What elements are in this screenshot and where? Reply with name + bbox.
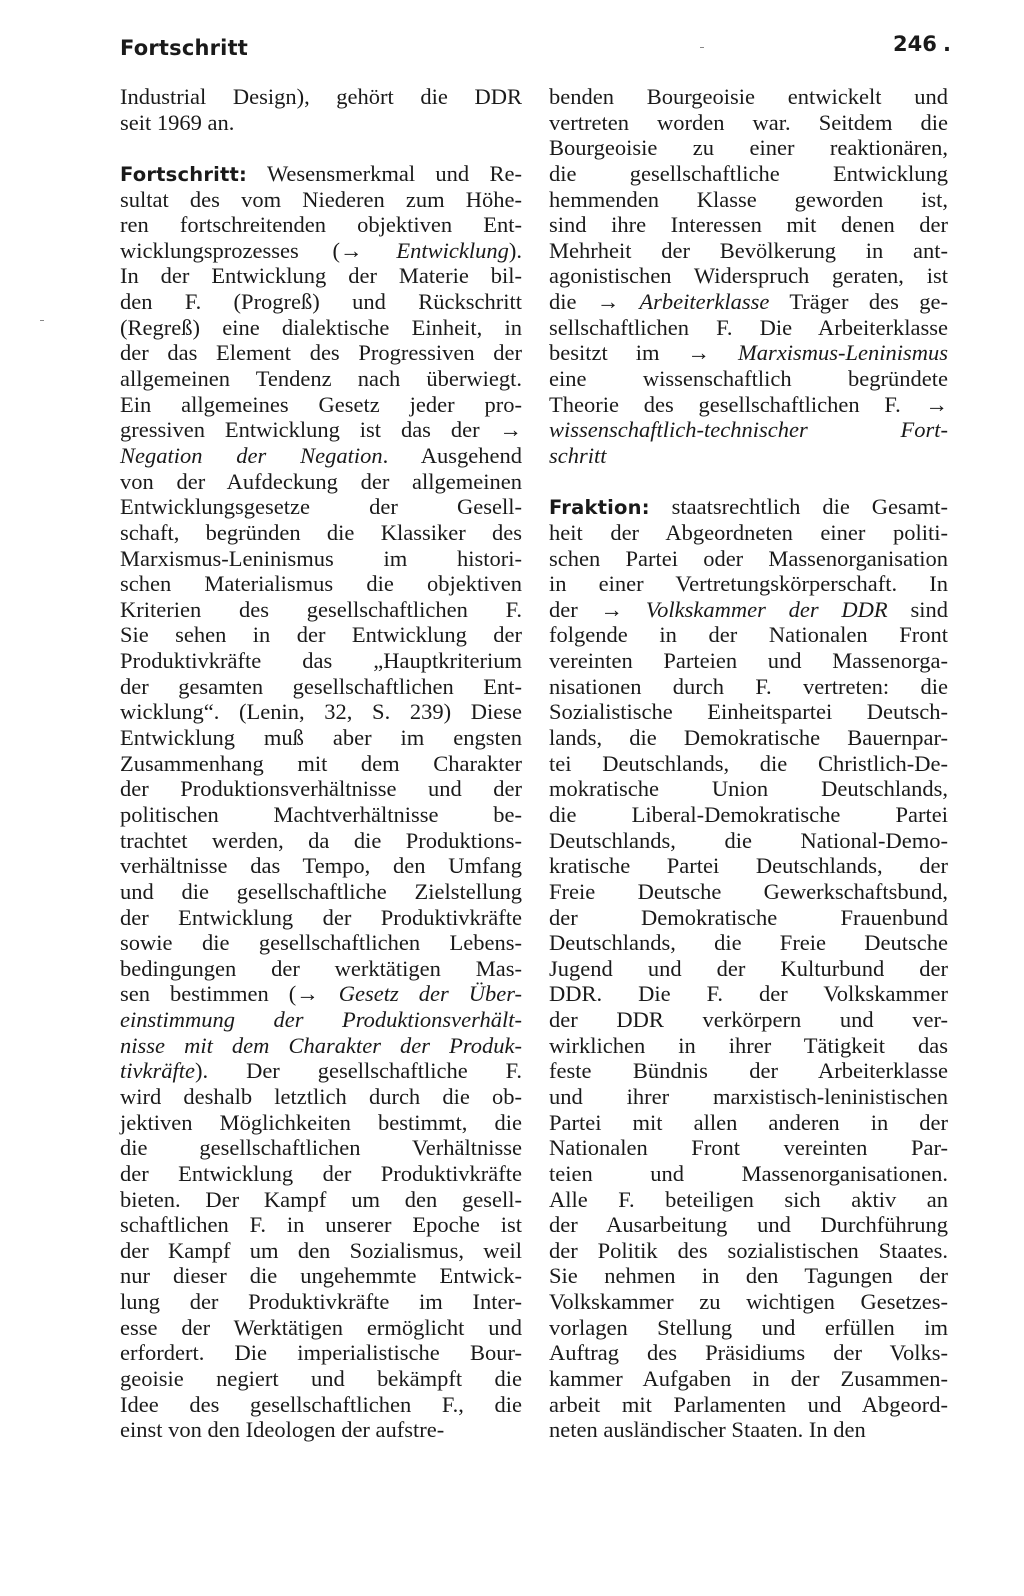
text-run: wird deshalb letztlich durch die ob-	[120, 1083, 522, 1109]
text-line	[549, 1033, 948, 1059]
text-run: In der Entwicklung der Materie bil-	[120, 263, 522, 289]
text-run: ren fortschreitenden objektiven Ent-	[120, 212, 522, 238]
text-run: sen bestimmen (	[120, 981, 297, 1007]
text-line	[549, 1392, 948, 1418]
text-run: Entwicklung muß aber im engsten	[120, 725, 522, 751]
text-run: Freie Deutsche Gewerkschaftsbund,	[549, 878, 948, 904]
text-run: Mehrheit der Bevölkerung in ant-	[549, 237, 948, 263]
text-run: der Entwicklung der Produktivkräfte	[120, 1160, 522, 1186]
text-line	[549, 1110, 948, 1136]
text-line	[549, 956, 948, 982]
text-line	[549, 1058, 948, 1084]
text-line	[549, 674, 948, 700]
text-line	[120, 494, 522, 520]
text-line	[549, 1366, 948, 1392]
text-run: arbeit mit Parlamenten und Abgeord-	[549, 1391, 948, 1417]
text-run: sind ihre Interessen mit denen der	[549, 212, 948, 238]
page-number: 246	[893, 32, 937, 56]
text-line	[549, 520, 948, 546]
text-run: allgemeinen Tendenz nach überwiegt.	[120, 366, 522, 392]
text-run: der DDR verkörpern und ver-	[549, 1007, 948, 1033]
text-line	[549, 802, 948, 828]
text-line	[120, 1084, 522, 1110]
text-line	[120, 1007, 522, 1033]
text-line	[549, 135, 948, 161]
text-run: Zusammenhang mit dem Charakter	[120, 750, 522, 776]
entry-term: Fraktion:	[549, 496, 650, 520]
text-line	[549, 110, 948, 136]
text-run: besitzt im	[549, 340, 688, 366]
text-run: nur dieser die ungehemmte Entwick-	[120, 1263, 522, 1289]
text-run: Sie nehmen in den Tagungen der	[549, 1263, 948, 1289]
text-line	[120, 110, 522, 136]
text-run: Partei mit allen anderen in der	[549, 1109, 948, 1135]
text-run: Industrial Design), gehört die DDR	[120, 84, 522, 109]
text-run: sowie die gesellschaftlichen Lebens-	[120, 930, 522, 956]
text-line	[549, 315, 948, 341]
text-run: Träger des ge-	[769, 289, 948, 315]
text-line	[549, 1212, 948, 1238]
text-line	[549, 546, 948, 572]
text-line	[549, 751, 948, 777]
text-run: gressiven Entwicklung ist das der →	[120, 417, 522, 443]
text-line	[549, 1084, 948, 1110]
text-line	[120, 1340, 522, 1366]
text-run: Nationalen Front vereinten Par-	[549, 1135, 948, 1161]
cross-reference: → Arbeiterklasse	[596, 289, 770, 315]
text-line	[549, 905, 948, 931]
text-run: Produktivkräfte das „Hauptkriterium	[120, 648, 522, 674]
text-run: schaftlichen F. in unserer Epoche ist	[120, 1212, 522, 1238]
text-line	[549, 84, 948, 110]
text-run: und die gesellschaftliche Zielstellung	[120, 878, 522, 904]
text-line	[549, 1315, 948, 1341]
text-line	[549, 263, 948, 289]
text-line	[120, 802, 522, 828]
text-line	[120, 1187, 522, 1213]
text-run: lung der Produktivkräfte im Inter-	[120, 1289, 522, 1315]
text-run: kammer Aufgaben in der Zusammen-	[549, 1366, 948, 1392]
text-run: der Kampf um den Sozialismus, weil	[120, 1237, 522, 1263]
cross-reference: nisse mit dem Charakter der Produk-	[120, 1032, 522, 1058]
text-line	[120, 315, 522, 341]
text-run: verhältnisse das Tempo, den Umfang	[120, 853, 522, 879]
text-line	[120, 956, 522, 982]
text-line	[549, 1161, 948, 1187]
text-run: der Ausarbeitung und Durchführung	[549, 1212, 948, 1238]
text-line	[549, 699, 948, 725]
text-line	[549, 1238, 948, 1264]
text-line	[549, 930, 948, 956]
text-line	[120, 571, 522, 597]
text-line	[120, 622, 522, 648]
text-run: Marxismus-Leninismus im histori-	[120, 545, 522, 571]
text-line	[120, 1110, 522, 1136]
text-line	[120, 1392, 522, 1418]
text-run: vereinten Parteien und Massenorga-	[549, 648, 948, 674]
text-run: eine wissenschaftlich begründete	[549, 366, 948, 392]
text-line	[549, 648, 948, 674]
text-run: Sie sehen in der Entwicklung der	[120, 622, 522, 648]
text-line	[549, 853, 948, 879]
text-line	[549, 725, 948, 751]
text-run: Bourgeoisie zu einer reaktionären,	[549, 135, 948, 161]
text-run: der das Element des Progressiven der	[120, 340, 522, 366]
text-run: folgende in der Nationalen Front	[549, 622, 948, 648]
cross-reference: → Volkskammer der DDR	[600, 596, 888, 622]
text-line	[120, 648, 522, 674]
text-run: politischen Machtverhältnisse be-	[120, 801, 522, 827]
text-line	[120, 1135, 522, 1161]
text-line	[549, 1417, 948, 1443]
text-run: schaft, begründen die Klassiker des	[120, 519, 522, 545]
text-line	[549, 417, 948, 443]
text-line	[549, 622, 948, 648]
text-run: Jugend und der Kulturbund der	[549, 955, 948, 981]
text-line	[120, 1366, 522, 1392]
text-line	[120, 905, 522, 931]
text-line	[549, 1263, 948, 1289]
text-run: heit der Abgeordneten einer politi-	[549, 519, 948, 545]
text-run: Sozialistische Einheitspartei Deutsch-	[549, 699, 948, 725]
text-run: bedingungen der werktätigen Mas-	[120, 955, 522, 981]
text-line	[120, 751, 522, 777]
text-line	[120, 1417, 522, 1443]
text-line	[549, 238, 948, 264]
text-line	[120, 340, 522, 366]
text-line	[549, 571, 948, 597]
text-run: der Entwicklung der Produktivkräfte	[120, 904, 522, 930]
text-line	[549, 289, 948, 315]
text-run: staatsrechtlich die Gesamt-	[649, 494, 948, 520]
paragraph-gap	[120, 135, 522, 161]
text-line	[120, 263, 522, 289]
text-run: wicklung“. (Lenin, 32, S. 239) Diese	[120, 699, 522, 725]
text-run: Auftrag des Präsidiums der Volks-	[549, 1340, 948, 1366]
text-line	[120, 725, 522, 751]
text-line	[120, 1289, 522, 1315]
text-run: Alle F. beteiligen sich aktiv an	[549, 1186, 948, 1212]
text-line	[120, 1212, 522, 1238]
text-run: feste Bündnis der Arbeiterklasse	[549, 1058, 948, 1084]
text-run: jektiven Möglichkeiten bestimmt, die	[120, 1109, 522, 1135]
right-column	[549, 84, 948, 1443]
text-line	[120, 1263, 522, 1289]
text-run: nisationen durch F. vertreten: die	[549, 673, 948, 699]
text-run: Wesensmerkmal und Re-	[247, 160, 522, 186]
text-run: geoisie negiert und bekämpft die	[120, 1366, 522, 1392]
text-line	[120, 699, 522, 725]
text-run: Deutschlands, die Freie Deutsche	[549, 930, 948, 956]
text-run: sellschaftlichen F. Die Arbeiterklasse	[549, 314, 948, 340]
text-run: Deutschlands, die National-Demo-	[549, 827, 948, 853]
text-line	[120, 546, 522, 572]
text-run: der gesamten gesellschaftlichen Ent-	[120, 673, 522, 699]
text-run: bieten. Der Kampf um den gesell-	[120, 1186, 522, 1212]
text-line	[549, 1340, 948, 1366]
text-run: der Politik des sozialistischen Staates.	[549, 1237, 948, 1263]
text-line	[549, 392, 948, 418]
text-run: die	[549, 289, 597, 315]
text-line	[549, 212, 948, 238]
text-line	[120, 443, 522, 469]
text-run: die Liberal-Demokratische Partei	[549, 801, 948, 827]
text-line	[549, 443, 948, 469]
text-run: (Regreß) eine dialektische Einheit, in	[120, 314, 522, 340]
text-line	[120, 366, 522, 392]
text-run: mokratische Union Deutschlands,	[549, 776, 948, 802]
text-run: den F. (Progreß) und Rückschritt	[120, 289, 522, 315]
print-mark	[40, 320, 44, 321]
text-run: kratische Partei Deutschlands, der	[549, 853, 948, 879]
text-line	[549, 366, 948, 392]
paragraph-gap	[549, 469, 948, 495]
text-run: seit 1969 an.	[120, 109, 235, 135]
text-run: in einer Vertretungskörperschaft. In	[549, 571, 948, 597]
text-run: Entwicklungsgesetze der Gesell-	[120, 494, 522, 520]
cross-reference: wissenschaftlich-technischer Fort-	[549, 417, 948, 443]
running-head-title: Fortschritt	[120, 36, 249, 60]
text-run: benden Bourgeoisie entwickelt und	[549, 84, 948, 109]
text-run: agonistischen Widerspruch geraten, ist	[549, 263, 948, 289]
text-line	[120, 828, 522, 854]
text-run: die gesellschaftliche Entwicklung	[549, 160, 948, 186]
text-run: lands, die Demokratische Bauernpar-	[549, 725, 948, 751]
text-line	[120, 289, 522, 315]
text-line	[120, 597, 522, 623]
text-run: DDR. Die F. der Volkskammer	[549, 981, 948, 1007]
text-line	[549, 494, 948, 520]
text-line	[120, 879, 522, 905]
text-line	[549, 340, 948, 366]
text-run: wicklungsprozesses (	[120, 237, 341, 263]
page-number-dot: .	[943, 32, 951, 56]
text-line	[549, 981, 948, 1007]
cross-reference: schritt	[549, 442, 607, 468]
text-run: ).	[508, 237, 522, 263]
text-line	[549, 597, 948, 623]
text-line	[549, 879, 948, 905]
text-run: hemmenden Klasse geworden ist,	[549, 186, 948, 212]
text-line	[120, 853, 522, 879]
text-run: wirklichen in ihrer Tätigkeit das	[549, 1032, 948, 1058]
text-line	[120, 1058, 522, 1084]
text-line	[120, 187, 522, 213]
text-run: der Produktionsverhältnisse und der	[120, 776, 522, 802]
text-run: einst von den Ideologen der aufstre-	[120, 1417, 445, 1443]
text-line	[120, 1161, 522, 1187]
text-line	[120, 161, 522, 187]
text-line	[549, 1135, 948, 1161]
text-line	[120, 1315, 522, 1341]
text-line	[549, 1007, 948, 1033]
text-run: tei Deutschlands, die Christlich-De-	[549, 750, 948, 776]
text-run: esse der Werktätigen ermöglicht und	[120, 1314, 522, 1340]
text-line	[120, 930, 522, 956]
cross-reference: einstimmung der Produktionsverhält-	[120, 1007, 522, 1033]
text-run: schen Partei oder Massenorganisation	[549, 545, 948, 571]
left-column	[120, 84, 522, 1443]
text-run: Theorie des gesellschaftlichen F. →	[549, 391, 948, 417]
text-line	[120, 674, 522, 700]
text-run: teien und Massenorganisationen.	[549, 1160, 948, 1186]
text-line	[549, 187, 948, 213]
text-line	[120, 392, 522, 418]
text-run: die gesellschaftlichen Verhältnisse	[120, 1135, 522, 1161]
text-line	[120, 520, 522, 546]
text-run: von der Aufdeckung der allgemeinen	[120, 468, 522, 494]
text-line	[120, 417, 522, 443]
text-line	[120, 238, 522, 264]
cross-reference: → Marxismus-Leninismus	[687, 340, 948, 366]
text-run: Kriterien des gesellschaftlichen F.	[120, 596, 522, 622]
text-run: neten ausländischer Staaten. In den	[549, 1417, 866, 1443]
text-run: trachtet werden, da die Produktions-	[120, 827, 522, 853]
entry-term: Fortschritt:	[120, 162, 248, 186]
text-line	[549, 828, 948, 854]
text-line	[120, 469, 522, 495]
text-run: sultat des vom Niederen zum Höhe-	[120, 186, 522, 212]
text-run: der	[549, 596, 601, 622]
cross-reference: tivkräfte	[120, 1058, 195, 1084]
text-run: . Ausgehend	[382, 442, 522, 468]
text-run: schen Materialismus die objektiven	[120, 571, 522, 597]
text-run: Ein allgemeines Gesetz jeder pro-	[120, 391, 522, 417]
cross-reference: → Entwicklung	[340, 237, 509, 263]
text-line	[120, 981, 522, 1007]
text-line	[549, 1289, 948, 1315]
text-run: der Demokratische Frauenbund	[549, 904, 948, 930]
text-run: ). Der gesellschaftliche F.	[194, 1058, 522, 1084]
text-run: vertreten worden war. Seitdem die	[549, 109, 948, 135]
cross-reference: Negation der Negation	[120, 442, 383, 468]
text-line	[120, 1238, 522, 1264]
text-line	[120, 776, 522, 802]
text-line	[549, 1187, 948, 1213]
text-run: Idee des gesellschaftlichen F., die	[120, 1391, 522, 1417]
text-line	[549, 161, 948, 187]
text-line	[120, 84, 522, 110]
print-mark	[700, 47, 704, 48]
text-run: erfordert. Die imperialistische Bour-	[120, 1340, 522, 1366]
text-run: sind	[887, 596, 948, 622]
text-run: Volkskammer zu wichtigen Gesetzes-	[549, 1289, 948, 1315]
text-line	[120, 1033, 522, 1059]
text-line	[120, 212, 522, 238]
text-run: und ihrer marxistisch-leninistischen	[549, 1083, 948, 1109]
text-line	[549, 776, 948, 802]
text-run: vorlagen Stellung und erfüllen im	[549, 1314, 948, 1340]
cross-reference: → Gesetz der Über-	[296, 981, 522, 1007]
